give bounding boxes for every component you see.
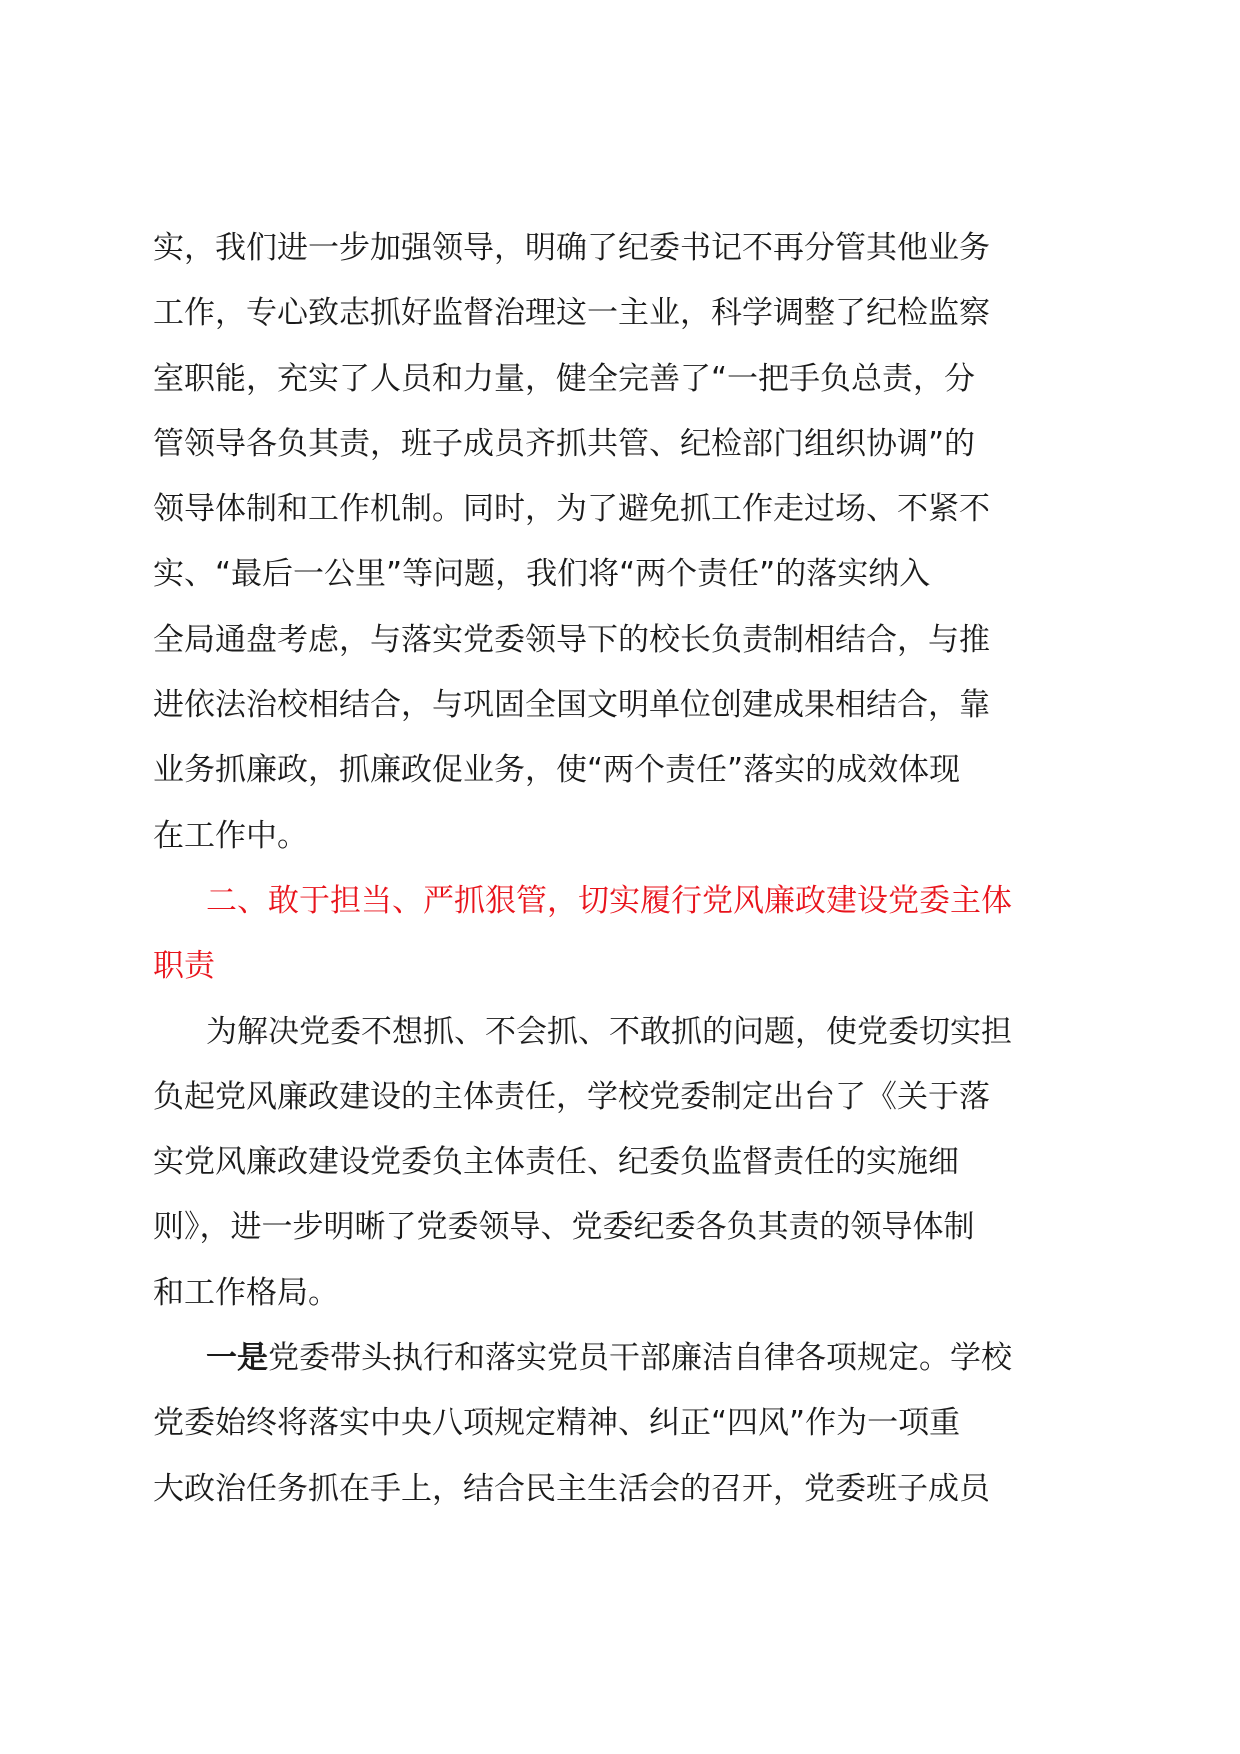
paragraph-point-one xyxy=(153,1326,1088,1522)
point-lead-bold: 一是 xyxy=(206,1340,268,1377)
heading-line: 职责 xyxy=(153,948,215,985)
text-line xyxy=(153,1326,1088,1391)
text-line: 业务抓廉政，抓廉政促业务，使“两个责任”落实的成效体现 xyxy=(153,752,961,789)
text-line: 实、“最后一公里”等问题，我们将“两个责任”的落实纳入 xyxy=(153,556,931,593)
heading-line: 二、敢于担当、严抓狠管，切实履行党风廉政建设党委主体 xyxy=(206,882,1012,919)
paragraph-continued xyxy=(153,216,1088,869)
text-line: 为解决党委不想抓、不会抓、不敢抓的问题，使党委切实担 xyxy=(206,1013,1012,1050)
text-line: 室职能，充实了人员和力量，健全完善了“一把手负总责，分 xyxy=(153,360,976,397)
text-line: 实党风廉政建设党委负主体责任、纪委负监督责任的实施细 xyxy=(153,1144,959,1181)
text-line: 领导体制和工作机制。同时，为了避免抓工作走过场、不紧不 xyxy=(153,491,990,528)
paragraph-intro xyxy=(153,1000,1088,1326)
text-line: 工作，专心致志抓好监督治理这一主业，科学调整了纪检监察 xyxy=(153,295,990,332)
text-line: 党委始终将落实中央八项规定精神、纠正“四风”作为一项重 xyxy=(153,1405,961,1442)
text-line: 在工作中。 xyxy=(153,817,308,854)
text-line: 和工作格局。 xyxy=(153,1274,339,1311)
point-text: 党委带头执行和落实党员干部廉洁自律各项规定。学校 xyxy=(268,1340,1012,1377)
text-line: 管领导各负其责，班子成员齐抓共管、纪检部门组织协调”的 xyxy=(153,425,976,462)
text-line: 进依法治校相结合，与巩固全国文明单位创建成果相结合，靠 xyxy=(153,687,990,724)
text-line: 全局通盘考虑，与落实党委领导下的校长负责制相结合，与推 xyxy=(153,621,990,658)
text-line: 大政治任务抓在手上，结合民主生活会的召开，党委班子成员 xyxy=(153,1470,990,1507)
document-body xyxy=(153,216,1088,1522)
section-heading xyxy=(153,869,1088,1000)
text-line: 实，我们进一步加强领导，明确了纪委书记不再分管其他业务 xyxy=(153,230,990,266)
text-line: 则》，进一步明晰了党委领导、党委纪委各负其责的领导体制 xyxy=(153,1209,975,1246)
text-line: 负起党风廉政建设的主体责任，学校党委制定出台了《关于落 xyxy=(153,1078,990,1115)
